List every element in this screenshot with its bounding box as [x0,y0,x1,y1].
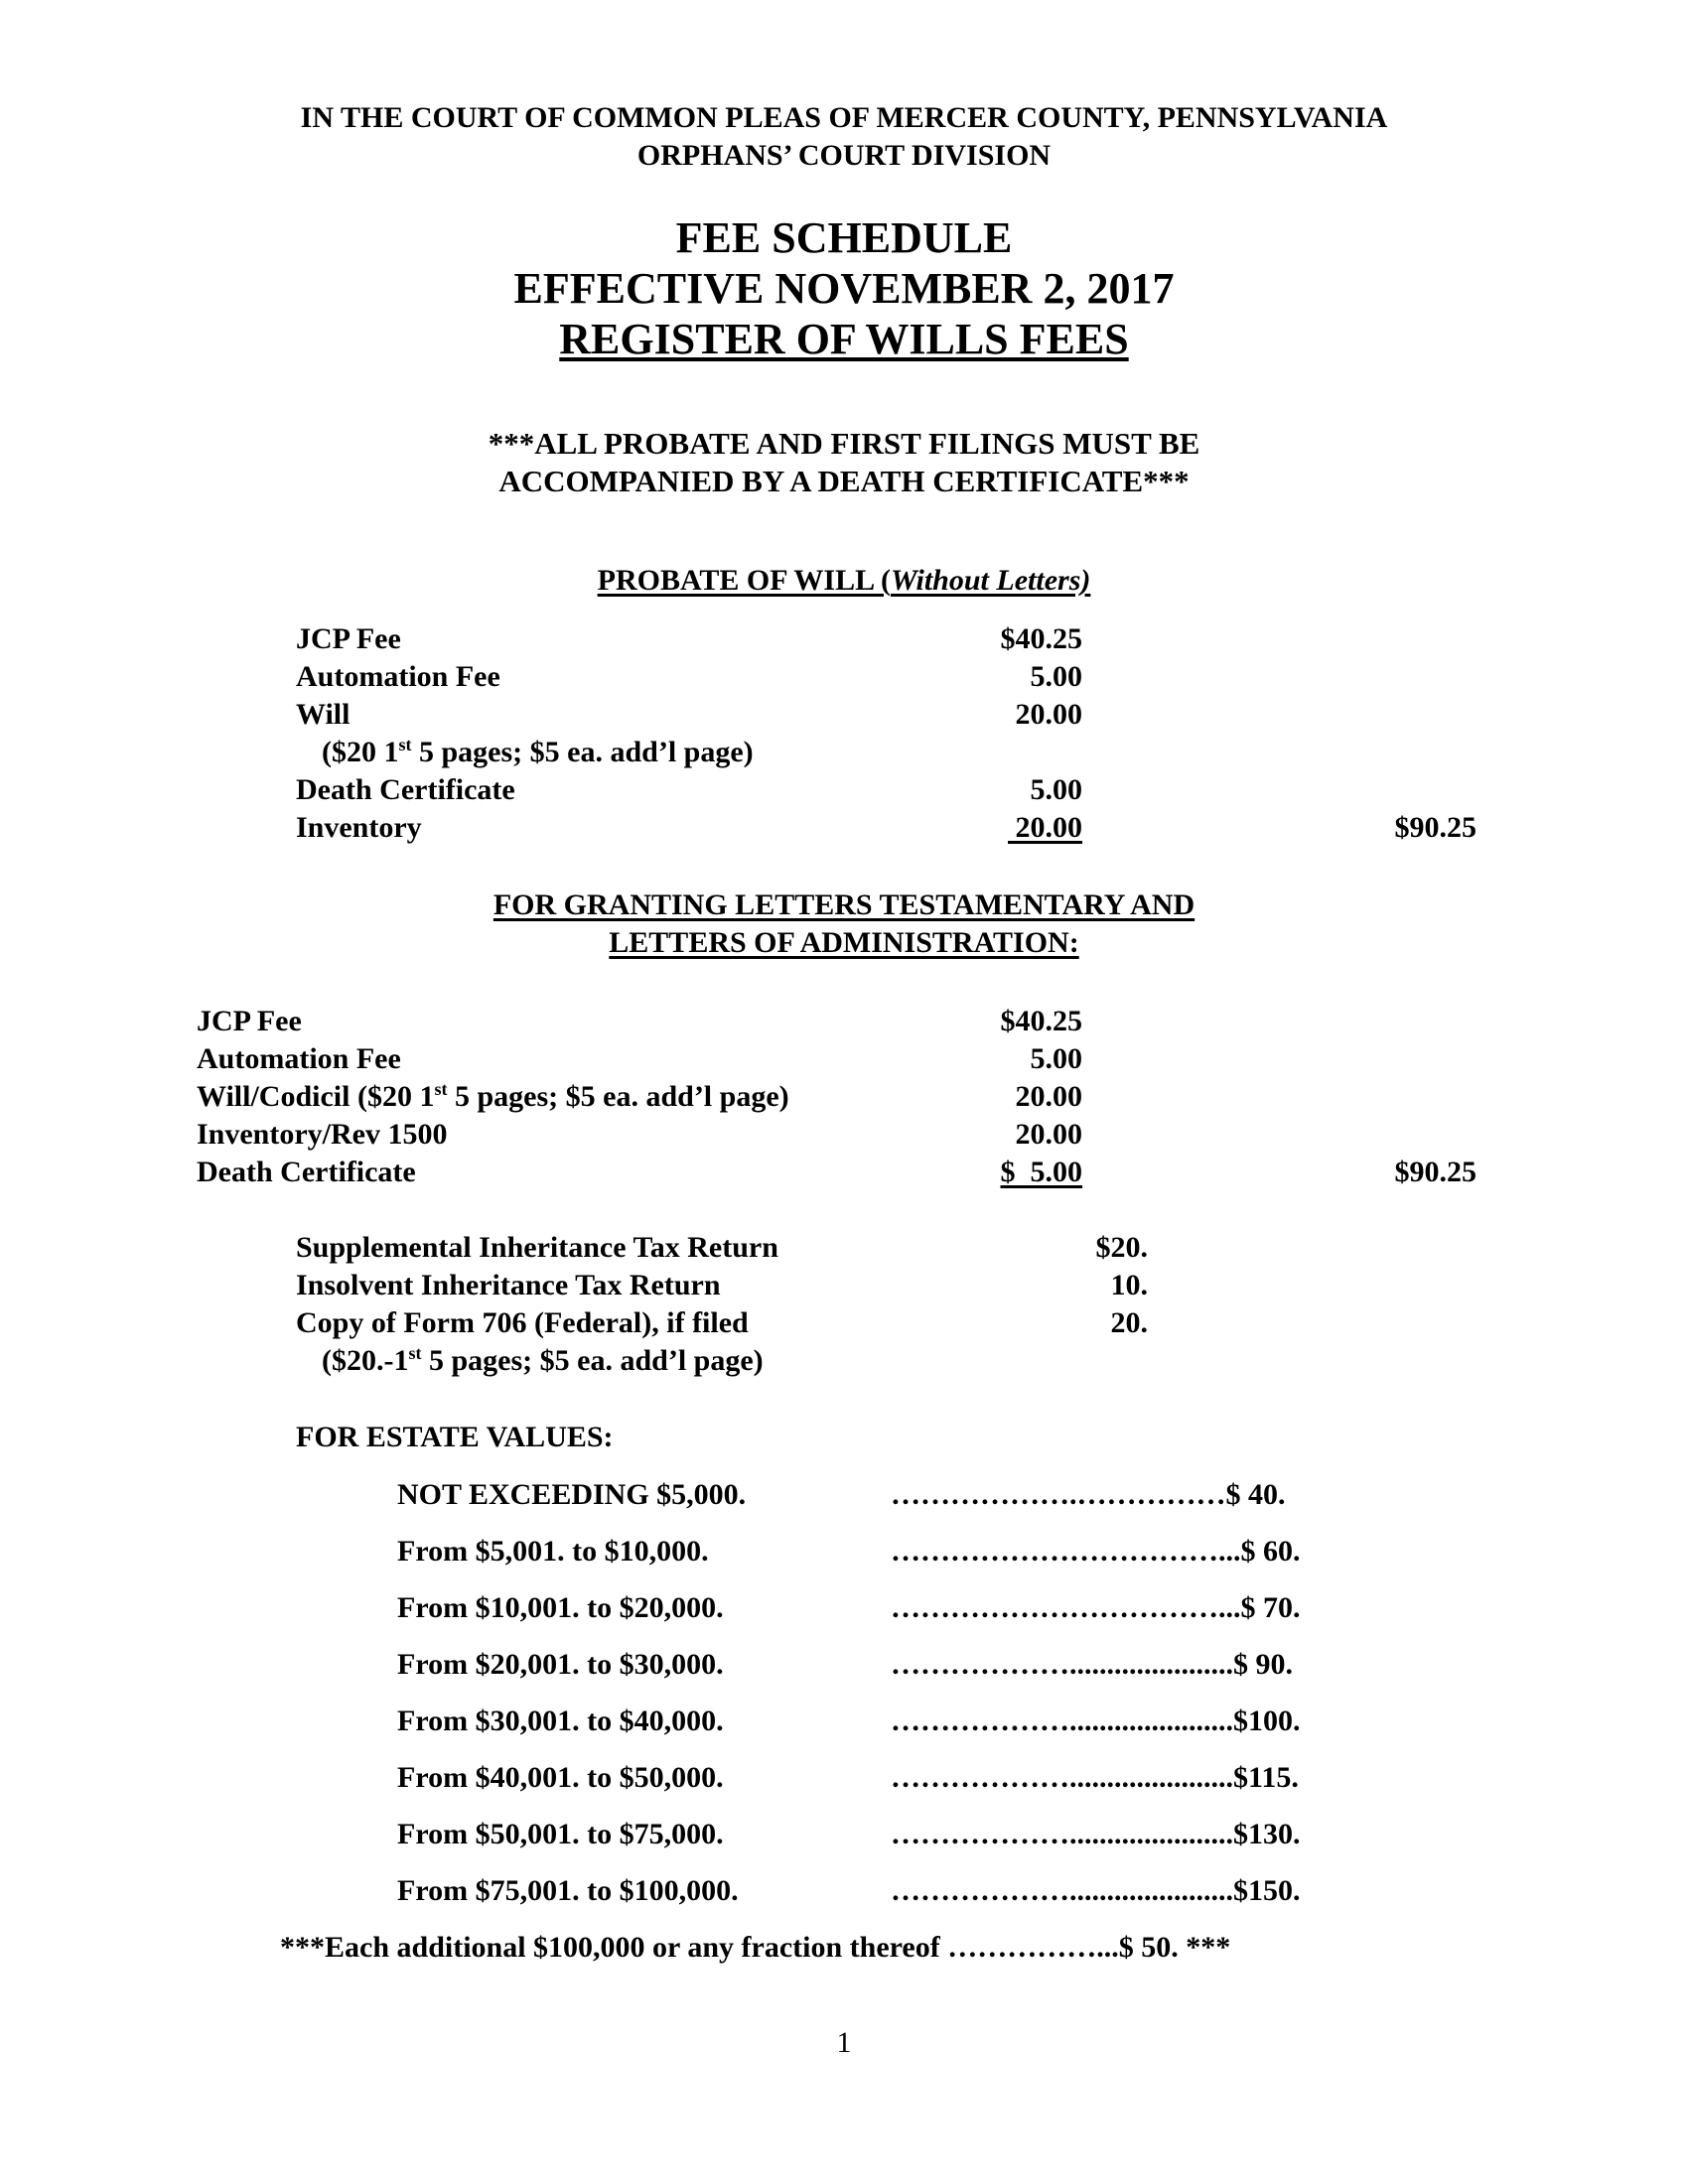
probate-will-note: ($20 1st 5 pages; $5 ea. add’l page) [322,735,754,768]
probate-death-certificate-amount: 5.00 [1030,773,1082,806]
letters-automation-fee-amount: 5.00 [1030,1042,1082,1075]
probate-inventory-amount: 20.00 [1015,811,1082,844]
letters-heading-1: FOR GRANTING LETTERS TESTAMENTARY AND [492,888,1196,921]
form-706-note: ($20.-1st 5 pages; $5 ea. add’l page) [322,1343,764,1377]
estate-range-fee: ………………......................$100. [891,1705,1301,1737]
probate-jcp-fee-amount: $40.25 [1000,622,1082,655]
supplemental-tax-return-label: Supplemental Inheritance Tax Return [296,1231,778,1264]
estate-range-fee: ………………......................$115. [891,1761,1299,1794]
estate-range-label: From $75,001. to $100,000. [397,1874,739,1907]
estate-range-label: From $20,001. to $30,000. [397,1648,724,1681]
letters-jcp-fee-amount: $40.25 [1000,1005,1082,1037]
insolvent-tax-return-amount: 10. [1110,1269,1148,1301]
page-number: 1 [836,2026,852,2059]
estate-range-fee: ………………......................$130. [891,1818,1301,1850]
supplemental-tax-return-amount: $20. [1095,1231,1148,1264]
notice-line-2: ACCOMPANIED BY A DEATH CERTIFICATE*** [498,464,1190,498]
letters-will-codicil-amount: 20.00 [1015,1080,1082,1113]
court-name: IN THE COURT OF COMMON PLEAS OF MERCER COUNTY, PENNSYLVANIA [300,101,1388,134]
court-division: ORPHANS’ COURT DIVISION [636,139,1052,172]
letters-jcp-fee-label: JCP Fee [197,1005,302,1037]
probate-jcp-fee-label: JCP Fee [296,622,401,655]
title-effective-date: EFFECTIVE NOVEMBER 2, 2017 [513,264,1175,313]
estate-range-label: From $50,001. to $75,000. [397,1818,724,1850]
probate-death-certificate-label: Death Certificate [296,773,515,806]
insolvent-tax-return-label: Insolvent Inheritance Tax Return [296,1269,721,1301]
estate-range-label: From $30,001. to $40,000. [397,1705,724,1737]
probate-inventory-label: Inventory [296,811,422,844]
estate-range-fee: ……………….……………$ 40. [891,1478,1286,1511]
form-706-amount: 20. [1110,1306,1148,1339]
letters-inventory-amount: 20.00 [1015,1118,1082,1151]
estate-range-label: From $40,001. to $50,000. [397,1761,724,1794]
probate-total: $90.25 [1394,811,1477,844]
probate-heading: PROBATE OF WILL (Without Letters) [597,564,1091,597]
letters-inventory-label: Inventory/Rev 1500 [197,1118,448,1151]
probate-will-label: Will [296,698,351,731]
estate-range-fee: ………………......................$ 90. [891,1648,1293,1681]
estate-range-fee: ………………......................$150. [891,1874,1301,1907]
title-register-of-wills: REGISTER OF WILLS FEES [559,315,1129,363]
letters-will-codicil-label: Will/Codicil ($20 1st 5 pages; $5 ea. add’l page) [197,1079,789,1113]
letters-total: $90.25 [1394,1156,1477,1188]
letters-death-certificate-amount: $ 5.00 [1000,1156,1082,1188]
title-fee-schedule: FEE SCHEDULE [675,213,1013,262]
form-706-label: Copy of Form 706 (Federal), if filed [296,1306,749,1339]
estate-range-fee: ……………………………...$ 70. [891,1591,1301,1624]
probate-automation-fee-amount: 5.00 [1030,660,1082,693]
estate-additional-note: ***Each additional $100,000 or any fraction thereof ……………...$ 50. *** [280,1931,1231,1964]
letters-death-certificate-label: Death Certificate [197,1156,416,1188]
letters-automation-fee-label: Automation Fee [197,1042,401,1075]
notice-line-1: ***ALL PROBATE AND FIRST FILINGS MUST BE [488,426,1200,461]
estate-values-heading: FOR ESTATE VALUES: [296,1421,614,1453]
probate-will-amount: 20.00 [1015,698,1082,731]
estate-range-label: From $5,001. to $10,000. [397,1535,709,1568]
letters-heading-2: LETTERS OF ADMINISTRATION: [609,926,1079,959]
estate-range-label: NOT EXCEEDING $5,000. [397,1478,747,1511]
probate-automation-fee-label: Automation Fee [296,660,500,693]
estate-range-label: From $10,001. to $20,000. [397,1591,724,1624]
estate-range-fee: ……………………………...$ 60. [891,1535,1301,1568]
